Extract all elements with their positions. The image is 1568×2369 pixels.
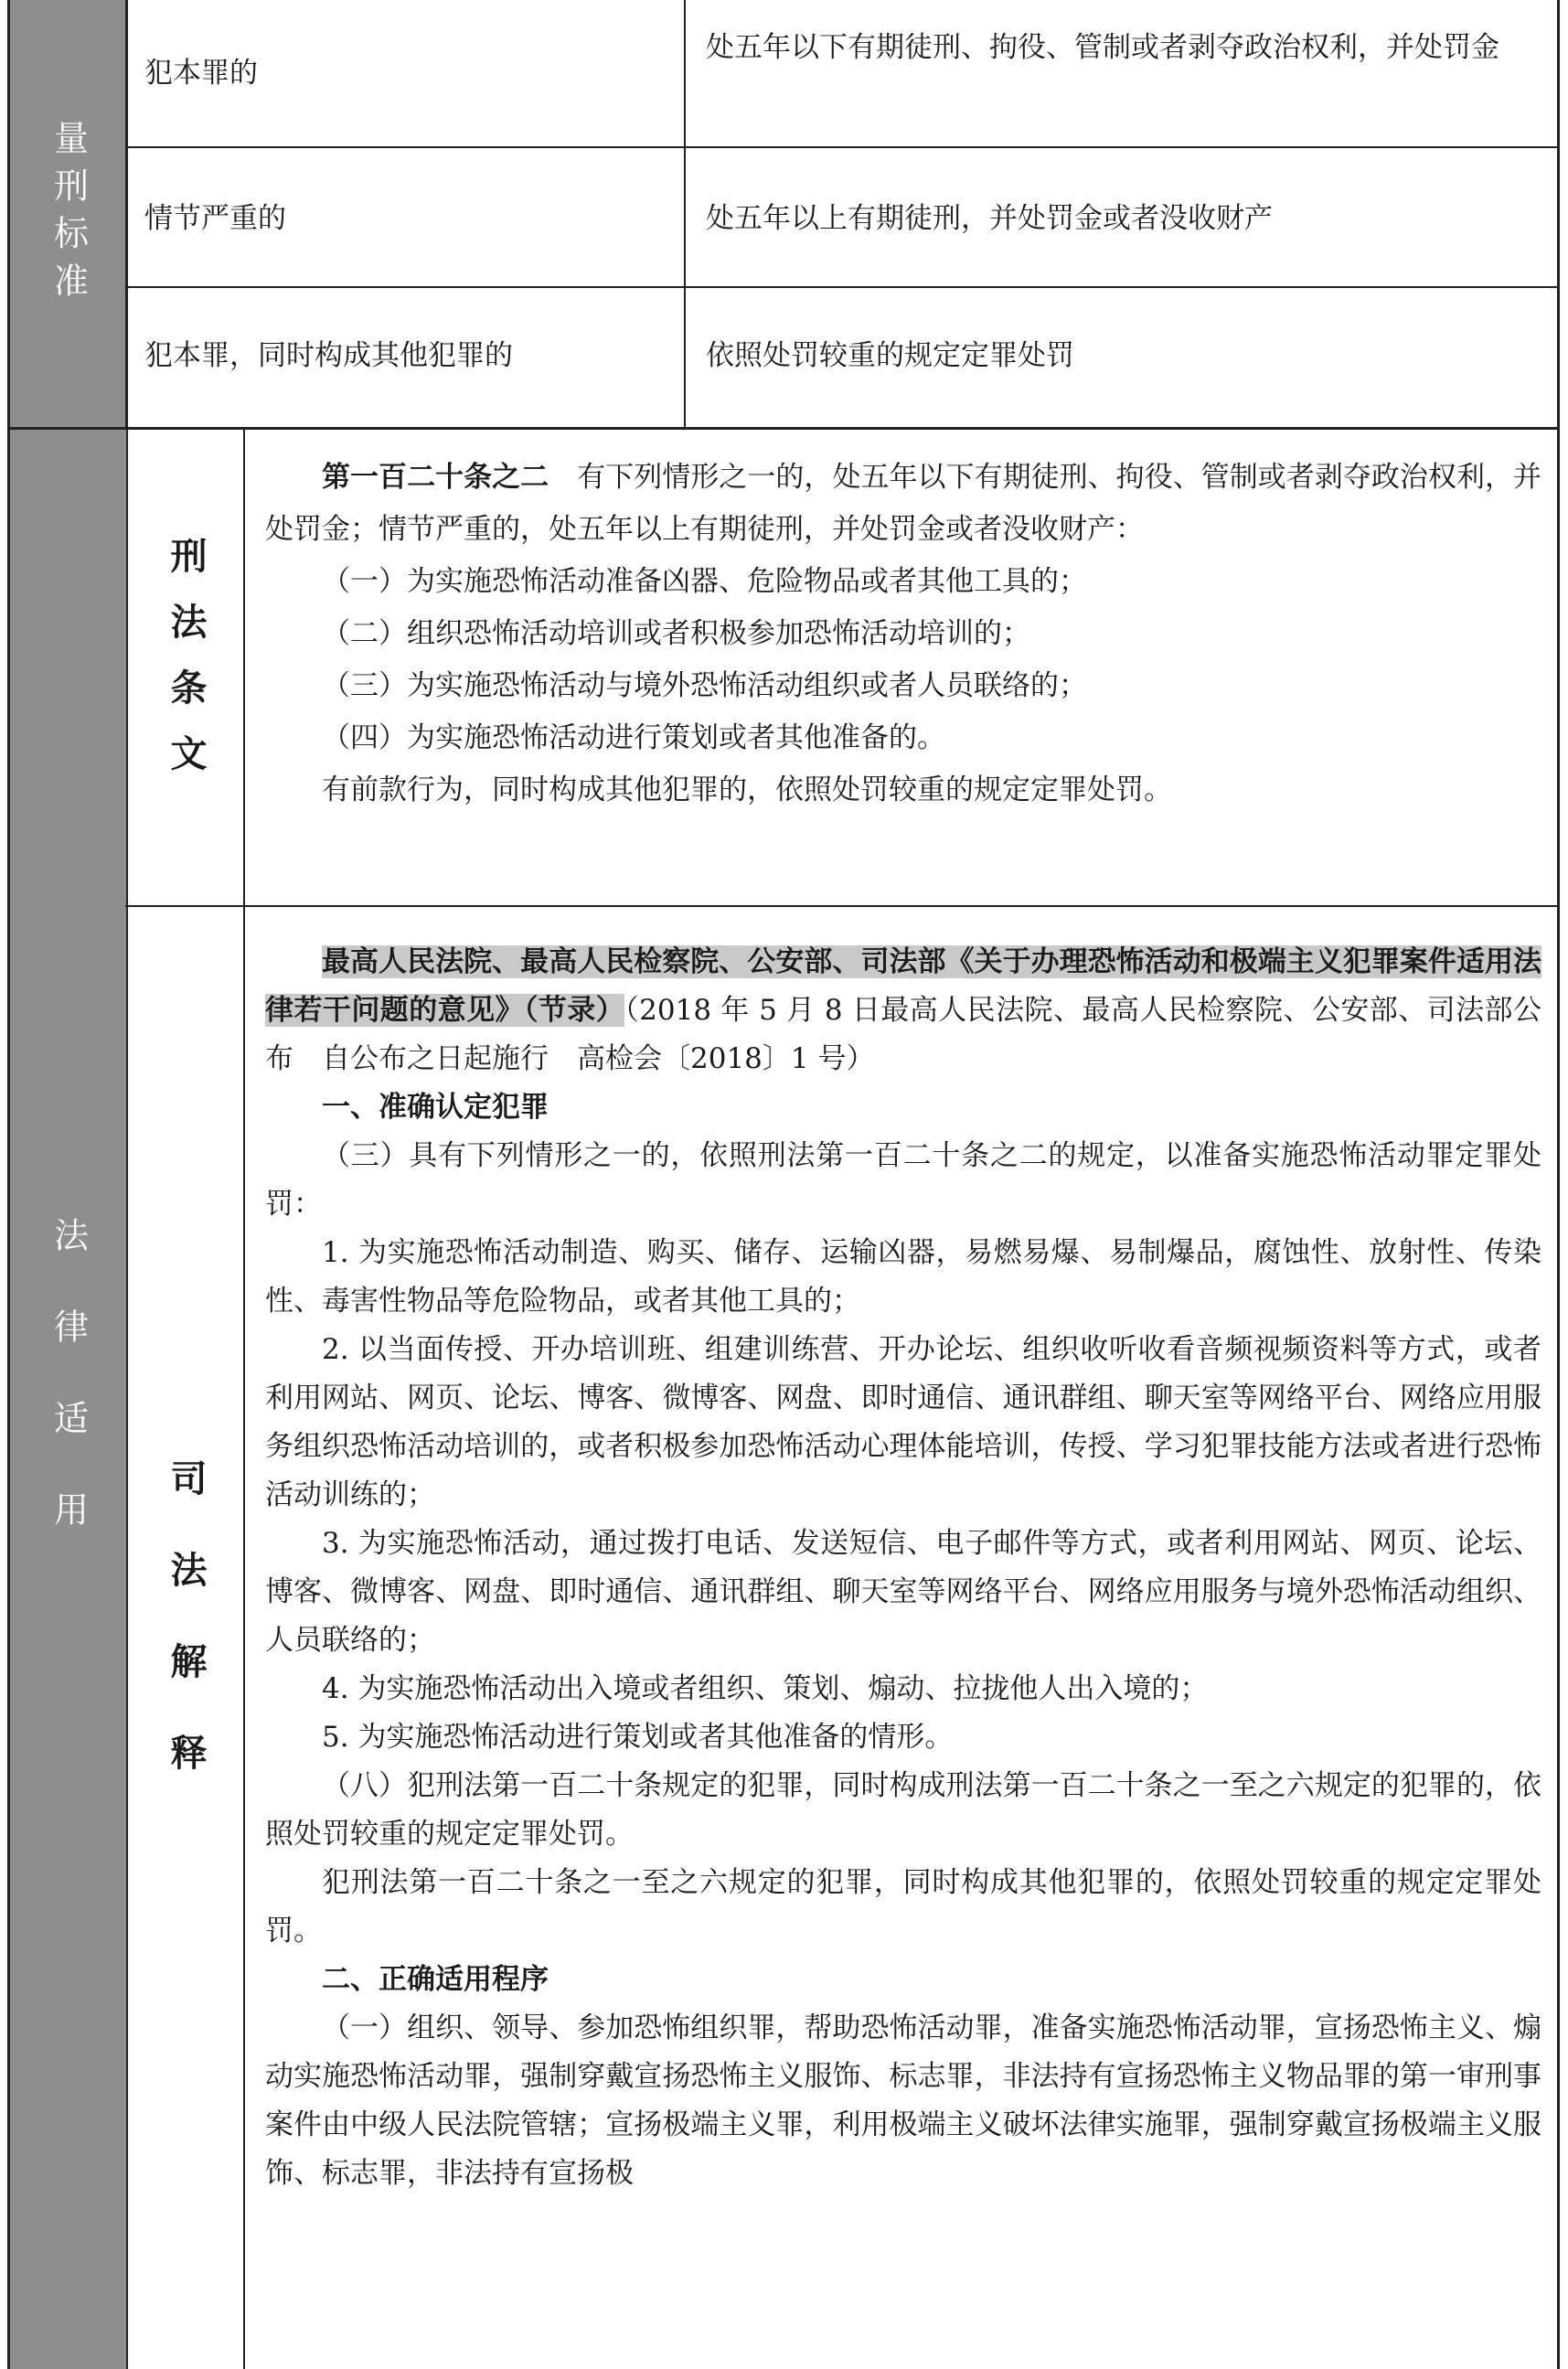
sub-label-judicial xyxy=(128,914,243,2369)
sentencing-condition-1: 犯本罪的 xyxy=(144,57,258,90)
judicial-s2-para-1: （一）组织、领导、参加恐怖组织罪，帮助恐怖活动罪，准备实施恐怖活动罪，宣扬恐怖主义、煽动实施恐怖活动罪，强制穿戴宣扬恐怖主义服饰、标志罪，非法持有宣扬恐怖主义物品罪的第一审刑事案件由中级人民法院管辖；宣扬极端主义罪，利用极端主义破坏法律实施罪，强制穿戴宣扬极端主义服饰、标志罪，非法持有宣扬极 xyxy=(265,2012,1541,2190)
divider xyxy=(243,430,245,2369)
article-item-1: （一）为实施恐怖活动准备凶器、危险物品或者其他工具的； xyxy=(322,565,1087,598)
sub-label-judicial-text: 司法解释 xyxy=(165,1458,207,1825)
sub-label-criminal-law xyxy=(128,430,243,907)
judicial-para-8b: 犯刑法第一百二十条之一至之六规定的犯罪，同时构成其他犯罪的，依照处罚较重的规定定罪处罚。 xyxy=(265,1866,1541,1947)
divider xyxy=(125,146,1560,148)
article-item-2: （二）组织恐怖活动培训或者积极参加恐怖活动培训的； xyxy=(322,617,1030,650)
article-item-4: （四）为实施恐怖活动进行策划或者其他准备的。 xyxy=(322,721,945,754)
article-title: 第一百二十条之二 xyxy=(322,461,549,494)
judicial-list-item-5: 5. 为实施恐怖活动进行策划或者其他准备的情形。 xyxy=(322,1721,954,1754)
sentencing-penalty-1: 处五年以下有期徒刑、拘役、管制或者剥夺政治权利，并处罚金 xyxy=(706,31,1499,64)
divider xyxy=(125,286,1560,288)
judicial-list-item-3: 3. 为实施恐怖活动，通过拨打电话、发送短信、电子邮件等方式，或者利用网站、网页、论坛、博客、微博客、网盘、即时通信、通讯群组、聊天室等网络平台、网络应用服务与境外恐怖活动组织、人员联络的； xyxy=(265,1527,1541,1657)
divider xyxy=(125,905,1560,907)
section-2-heading: 二、正确适用程序 xyxy=(322,1963,549,1996)
judicial-list-item-2: 2. 以当面传授、开办培训班、组建训练营、开办论坛、组织收听收看音频视频资料等方式，或者利用网站、网页、论坛、博客、微博客、网盘、即时通信、通讯群组、聊天室等网络平台、网络应用服务组织恐怖活动培训的，或者积极参加恐怖活动心理体能培训，传授、学习犯罪技能方法或者进行恐怖活动训练的； xyxy=(265,1333,1541,1511)
judicial-list-item-1: 1. 为实施恐怖活动制造、购买、储存、运输凶器，易燃易爆、易制爆品，腐蚀性、放射性、传染性、毒害性物品等危险物品，或者其他工具的； xyxy=(265,1236,1541,1318)
side-label-law-application xyxy=(10,430,126,2369)
judicial-doc-title xyxy=(265,938,1541,1083)
sentencing-condition-2: 情节严重的 xyxy=(144,202,286,235)
section-1-heading: 一、准确认定犯罪 xyxy=(322,1091,549,1124)
divider xyxy=(684,0,686,429)
side-label-law-application-char: 法律适用 xyxy=(48,1216,89,1583)
sentencing-penalty-2: 处五年以上有期徒刑，并处罚金或者没收财产 xyxy=(706,202,1273,235)
judicial-list-item-4: 4. 为实施恐怖活动出入境或者组织、策划、煽动、拉拢他人出入境的； xyxy=(322,1672,1209,1705)
article-lead-text: 有下列情形之一的，处五年以下有期徒刑、拘役、管制或者剥夺政治权利，并处罚金；情节严重的，处五年以上有期徒刑，并处罚金或者没收财产： xyxy=(265,461,1542,546)
sub-label-criminal-law-text: 刑法条文 xyxy=(165,537,207,800)
article-item-3: （三）为实施恐怖活动与境外恐怖活动组织或者人员联络的； xyxy=(322,669,1087,702)
side-label-sentencing xyxy=(10,0,126,429)
judicial-para-3: （三）具有下列情形之一的，依照刑法第一百二十条之二的规定，以准备实施恐怖活动罪定罪处罚： xyxy=(265,1139,1541,1221)
side-label-sentencing-char: 量刑标准 xyxy=(48,119,89,310)
criminal-law-content xyxy=(265,452,1541,816)
judicial-content xyxy=(265,938,1541,2198)
sentencing-condition-3: 犯本罪，同时构成其他犯罪的 xyxy=(144,339,513,372)
sentencing-penalty-3: 依照处罚较重的规定定罪处罚 xyxy=(706,339,1074,372)
article-closing: 有前款行为，同时构成其他犯罪的，依照处罚较重的规定定罪处罚。 xyxy=(322,774,1172,806)
judicial-doc-title-text: 最高人民法院、最高人民检察院、公安部、司法部《关于办理恐怖活动和极端主义犯罪案件适用法律若干问题的意见》（节录） xyxy=(265,945,1541,1027)
judicial-doc-note: （2018 年 5 月 8 日最高人民法院、最高人民检察院、公安部、司法部公布 自公布之日起施行 高检会〔2018〕1 号） xyxy=(265,994,1542,1075)
article-lead xyxy=(265,452,1541,556)
judicial-para-8: （八）犯刑法第一百二十条规定的犯罪，同时构成刑法第一百二十条之一至之六规定的犯罪的，依照处罚较重的规定定罪处罚。 xyxy=(265,1769,1541,1851)
